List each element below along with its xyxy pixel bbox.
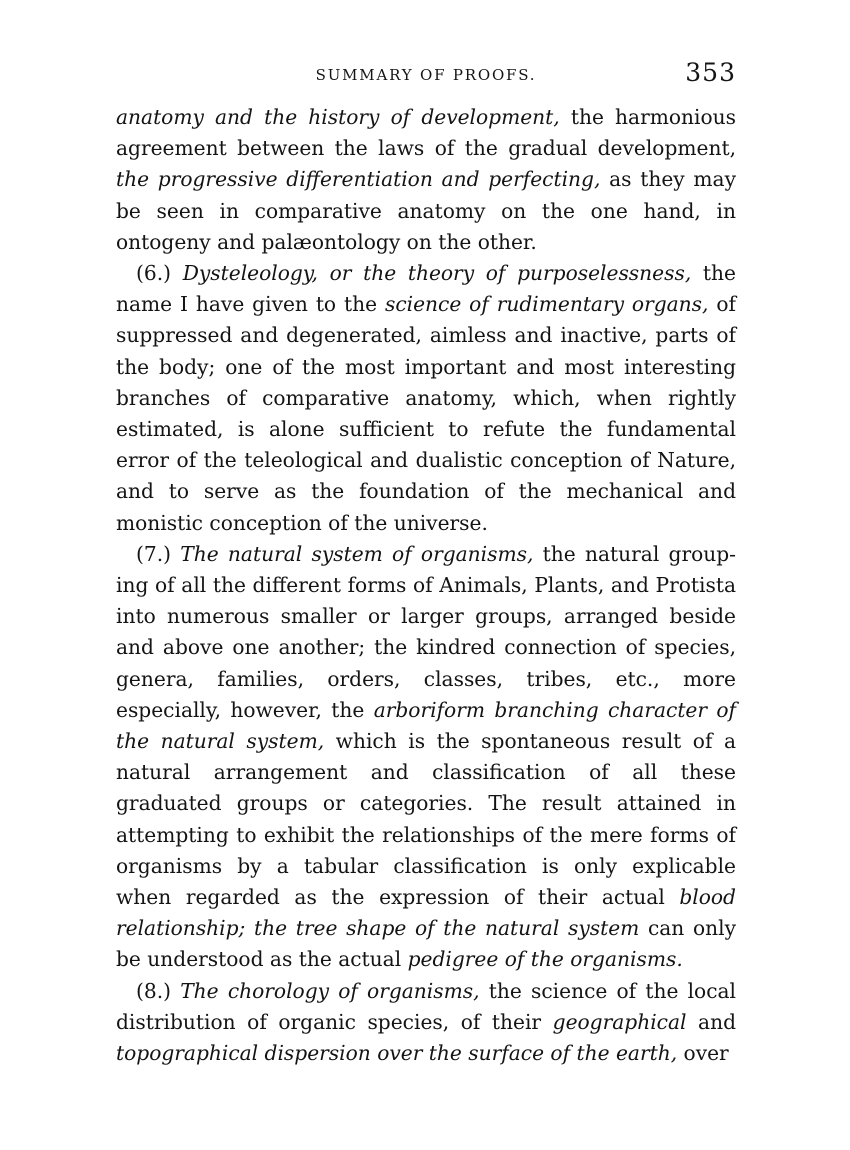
paragraph [116, 539, 736, 976]
text-segment: of suppressed and degenerated, aimless and inactive, parts of the body; one of the most important and most interesting branches of comparative anatomy, which, when rightly estimated, is alone sufficient to refute the fundamental error of the teleological and dualistic conception of Nature, and to serve as the foundation of the mechanical and monistic conception of the universe. [116, 292, 736, 535]
text-segment: over [677, 1041, 729, 1066]
italic-text: topographical dispersion over the surface of the earth, [116, 1041, 678, 1066]
text-segment: and [686, 1009, 736, 1034]
text-segment: (8.) [136, 978, 181, 1003]
italic-text: The chorology of organisms, [180, 978, 480, 1003]
italic-text: pedigree of the organisms. [407, 947, 683, 972]
paragraph [116, 102, 736, 258]
book-page [116, 58, 736, 1069]
text-segment: the science of the local distribution of organic species, of their [116, 978, 736, 1034]
paragraph [116, 258, 736, 539]
text-segment: the name I have given to the [116, 261, 736, 317]
text-segment: can only be understood as the actual [116, 916, 736, 972]
body-text [116, 102, 736, 1069]
italic-text: anatomy and the history of development, [116, 105, 560, 129]
text-segment: as they may be seen in comparative anatomy on the one hand, in ontogeny and palæontology on the other. [116, 167, 736, 254]
paragraph [116, 976, 736, 1070]
text-segment: (7.) [136, 541, 181, 566]
italic-text: geographical [552, 1009, 687, 1034]
italic-text: blood relationship; the tree shape of the natural system [116, 885, 736, 941]
italic-text: arboriform branching character of the natural system, [116, 697, 736, 754]
page-number: 353 [685, 58, 736, 87]
text-segment: the harmonious agreement between the laws of the gradual development, [116, 105, 736, 161]
running-title: SUMMARY OF PROOFS. [315, 66, 537, 84]
italic-text: the progressive differentiation and perfecting, [116, 167, 601, 192]
italic-text: The natural system of organisms, [180, 541, 534, 566]
italic-text: science of rudimentary organs, [384, 292, 709, 317]
text-segment: which is the spontaneous result of a natural arrangement and classification of all these graduated groups or categories. The result attained in attempting to exhibit the relationships of the mere forms of organisms by a tabular classification is only explicable when regarded as the expression of their actual [116, 729, 736, 910]
italic-text: Dysteleology, or the theory of purposelessness, [182, 261, 692, 286]
text-segment: the natural grouping of all the different forms of Animals, Plants, and Protista into numerous smaller or larger groups, arranged beside and above one another; the kindred connection of species, genera, families, orders, classes, tribes, etc., more especially, however, the [116, 541, 736, 722]
running-head [116, 58, 736, 102]
text-segment: (6.) [136, 261, 183, 286]
